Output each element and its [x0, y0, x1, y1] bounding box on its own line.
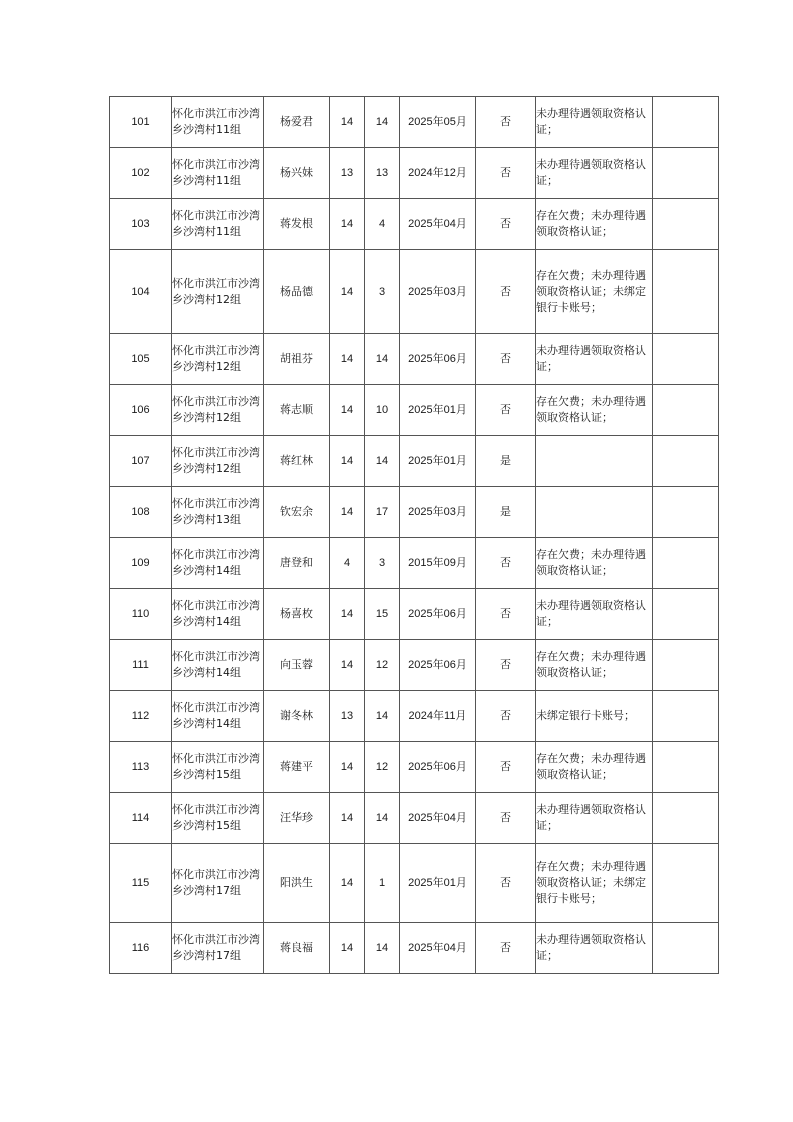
date-cell: 2025年06月: [400, 334, 476, 385]
note-cell: 未办理待遇领取资格认证；: [536, 589, 653, 640]
value-b-cell: 14: [365, 923, 400, 974]
date-cell: 2025年01月: [400, 844, 476, 923]
row-number: 116: [110, 923, 172, 974]
value-a-cell: 4: [330, 538, 365, 589]
row-number: 107: [110, 436, 172, 487]
value-a-cell: 13: [330, 691, 365, 742]
table-row: [110, 97, 719, 148]
address-cell: 怀化市洪江市沙湾乡沙湾村13组: [172, 487, 264, 538]
value-b-cell: 4: [365, 199, 400, 250]
value-a-cell: 14: [330, 97, 365, 148]
value-b-cell: 13: [365, 148, 400, 199]
blank-cell: [653, 742, 719, 793]
value-b-cell: 3: [365, 538, 400, 589]
value-b-cell: 14: [365, 691, 400, 742]
date-cell: 2025年04月: [400, 923, 476, 974]
date-cell: 2024年11月: [400, 691, 476, 742]
blank-cell: [653, 589, 719, 640]
name-cell: 阳洪生: [264, 844, 330, 923]
row-number: 106: [110, 385, 172, 436]
table-row: [110, 334, 719, 385]
name-cell: 蒋良福: [264, 923, 330, 974]
yes-no-cell: 否: [476, 250, 536, 334]
value-a-cell: 14: [330, 793, 365, 844]
row-number: 103: [110, 199, 172, 250]
yes-no-cell: 否: [476, 923, 536, 974]
blank-cell: [653, 640, 719, 691]
name-cell: 杨兴妹: [264, 148, 330, 199]
blank-cell: [653, 923, 719, 974]
yes-no-cell: 否: [476, 148, 536, 199]
value-a-cell: 14: [330, 589, 365, 640]
value-a-cell: 14: [330, 487, 365, 538]
name-cell: 唐登和: [264, 538, 330, 589]
address-cell: 怀化市洪江市沙湾乡沙湾村17组: [172, 844, 264, 923]
row-number: 105: [110, 334, 172, 385]
address-cell: 怀化市洪江市沙湾乡沙湾村14组: [172, 538, 264, 589]
name-cell: 蒋发根: [264, 199, 330, 250]
address-cell: 怀化市洪江市沙湾乡沙湾村12组: [172, 385, 264, 436]
value-a-cell: 14: [330, 844, 365, 923]
address-cell: 怀化市洪江市沙湾乡沙湾村12组: [172, 250, 264, 334]
yes-no-cell: 否: [476, 385, 536, 436]
value-a-cell: 14: [330, 385, 365, 436]
yes-no-cell: 否: [476, 844, 536, 923]
yes-no-cell: 否: [476, 538, 536, 589]
table-row: [110, 487, 719, 538]
date-cell: 2025年06月: [400, 742, 476, 793]
value-b-cell: 10: [365, 385, 400, 436]
address-cell: 怀化市洪江市沙湾乡沙湾村17组: [172, 923, 264, 974]
name-cell: 杨品德: [264, 250, 330, 334]
yes-no-cell: 是: [476, 436, 536, 487]
blank-cell: [653, 97, 719, 148]
table-row: [110, 385, 719, 436]
table-row: [110, 250, 719, 334]
address-cell: 怀化市洪江市沙湾乡沙湾村14组: [172, 691, 264, 742]
date-cell: 2024年12月: [400, 148, 476, 199]
table-row: [110, 793, 719, 844]
date-cell: 2025年03月: [400, 487, 476, 538]
name-cell: 蒋建平: [264, 742, 330, 793]
note-cell: 存在欠费；未办理待遇领取资格认证；: [536, 538, 653, 589]
date-cell: 2025年01月: [400, 385, 476, 436]
date-cell: 2025年06月: [400, 640, 476, 691]
blank-cell: [653, 148, 719, 199]
address-cell: 怀化市洪江市沙湾乡沙湾村12组: [172, 334, 264, 385]
name-cell: 蒋志顺: [264, 385, 330, 436]
value-a-cell: 14: [330, 250, 365, 334]
value-b-cell: 12: [365, 742, 400, 793]
date-cell: 2025年01月: [400, 436, 476, 487]
value-b-cell: 12: [365, 640, 400, 691]
roster-table: [109, 96, 719, 974]
table-row: [110, 691, 719, 742]
date-cell: 2025年04月: [400, 793, 476, 844]
table-row: [110, 923, 719, 974]
name-cell: 谢冬林: [264, 691, 330, 742]
yes-no-cell: 是: [476, 487, 536, 538]
note-cell: 存在欠费；未办理待遇领取资格认证；未绑定银行卡账号；: [536, 250, 653, 334]
note-cell: 未办理待遇领取资格认证；: [536, 148, 653, 199]
blank-cell: [653, 334, 719, 385]
table-row: [110, 538, 719, 589]
note-cell: [536, 436, 653, 487]
value-a-cell: 14: [330, 640, 365, 691]
table-row: [110, 199, 719, 250]
name-cell: 杨喜枚: [264, 589, 330, 640]
name-cell: 钦宏余: [264, 487, 330, 538]
value-a-cell: 14: [330, 199, 365, 250]
note-cell: 未办理待遇领取资格认证；: [536, 334, 653, 385]
table-row: [110, 436, 719, 487]
note-cell: [536, 487, 653, 538]
blank-cell: [653, 844, 719, 923]
row-number: 114: [110, 793, 172, 844]
name-cell: 胡祖芬: [264, 334, 330, 385]
note-cell: 未办理待遇领取资格认证；: [536, 923, 653, 974]
row-number: 102: [110, 148, 172, 199]
date-cell: 2025年03月: [400, 250, 476, 334]
row-number: 112: [110, 691, 172, 742]
date-cell: 2015年09月: [400, 538, 476, 589]
address-cell: 怀化市洪江市沙湾乡沙湾村11组: [172, 199, 264, 250]
table-row: [110, 589, 719, 640]
address-cell: 怀化市洪江市沙湾乡沙湾村12组: [172, 436, 264, 487]
date-cell: 2025年05月: [400, 97, 476, 148]
value-b-cell: 14: [365, 97, 400, 148]
row-number: 101: [110, 97, 172, 148]
name-cell: 向玉蓉: [264, 640, 330, 691]
note-cell: 存在欠费；未办理待遇领取资格认证；: [536, 199, 653, 250]
note-cell: 未绑定银行卡账号；: [536, 691, 653, 742]
note-cell: 未办理待遇领取资格认证；: [536, 793, 653, 844]
yes-no-cell: 否: [476, 589, 536, 640]
table-row: [110, 742, 719, 793]
row-number: 110: [110, 589, 172, 640]
yes-no-cell: 否: [476, 97, 536, 148]
yes-no-cell: 否: [476, 742, 536, 793]
value-b-cell: 14: [365, 793, 400, 844]
blank-cell: [653, 538, 719, 589]
value-b-cell: 14: [365, 436, 400, 487]
value-b-cell: 1: [365, 844, 400, 923]
row-number: 109: [110, 538, 172, 589]
value-b-cell: 3: [365, 250, 400, 334]
note-cell: 未办理待遇领取资格认证；: [536, 97, 653, 148]
address-cell: 怀化市洪江市沙湾乡沙湾村11组: [172, 97, 264, 148]
row-number: 113: [110, 742, 172, 793]
blank-cell: [653, 487, 719, 538]
row-number: 104: [110, 250, 172, 334]
value-a-cell: 14: [330, 923, 365, 974]
address-cell: 怀化市洪江市沙湾乡沙湾村15组: [172, 742, 264, 793]
value-a-cell: 14: [330, 436, 365, 487]
value-a-cell: 13: [330, 148, 365, 199]
name-cell: 蒋红林: [264, 436, 330, 487]
blank-cell: [653, 250, 719, 334]
address-cell: 怀化市洪江市沙湾乡沙湾村14组: [172, 589, 264, 640]
value-a-cell: 14: [330, 742, 365, 793]
value-b-cell: 17: [365, 487, 400, 538]
row-number: 115: [110, 844, 172, 923]
blank-cell: [653, 436, 719, 487]
note-cell: 存在欠费；未办理待遇领取资格认证；: [536, 640, 653, 691]
yes-no-cell: 否: [476, 334, 536, 385]
value-b-cell: 15: [365, 589, 400, 640]
blank-cell: [653, 793, 719, 844]
row-number: 111: [110, 640, 172, 691]
note-cell: 存在欠费；未办理待遇领取资格认证；: [536, 742, 653, 793]
blank-cell: [653, 691, 719, 742]
name-cell: 汪华珍: [264, 793, 330, 844]
table-row: [110, 148, 719, 199]
address-cell: 怀化市洪江市沙湾乡沙湾村14组: [172, 640, 264, 691]
table-body: [110, 97, 719, 974]
blank-cell: [653, 199, 719, 250]
date-cell: 2025年04月: [400, 199, 476, 250]
yes-no-cell: 否: [476, 640, 536, 691]
row-number: 108: [110, 487, 172, 538]
note-cell: 存在欠费；未办理待遇领取资格认证；: [536, 385, 653, 436]
date-cell: 2025年06月: [400, 589, 476, 640]
value-b-cell: 14: [365, 334, 400, 385]
value-a-cell: 14: [330, 334, 365, 385]
blank-cell: [653, 385, 719, 436]
note-cell: 存在欠费；未办理待遇领取资格认证；未绑定银行卡账号；: [536, 844, 653, 923]
yes-no-cell: 否: [476, 691, 536, 742]
yes-no-cell: 否: [476, 199, 536, 250]
table-row: [110, 844, 719, 923]
name-cell: 杨爱君: [264, 97, 330, 148]
table-row: [110, 640, 719, 691]
address-cell: 怀化市洪江市沙湾乡沙湾村11组: [172, 148, 264, 199]
address-cell: 怀化市洪江市沙湾乡沙湾村15组: [172, 793, 264, 844]
yes-no-cell: 否: [476, 793, 536, 844]
